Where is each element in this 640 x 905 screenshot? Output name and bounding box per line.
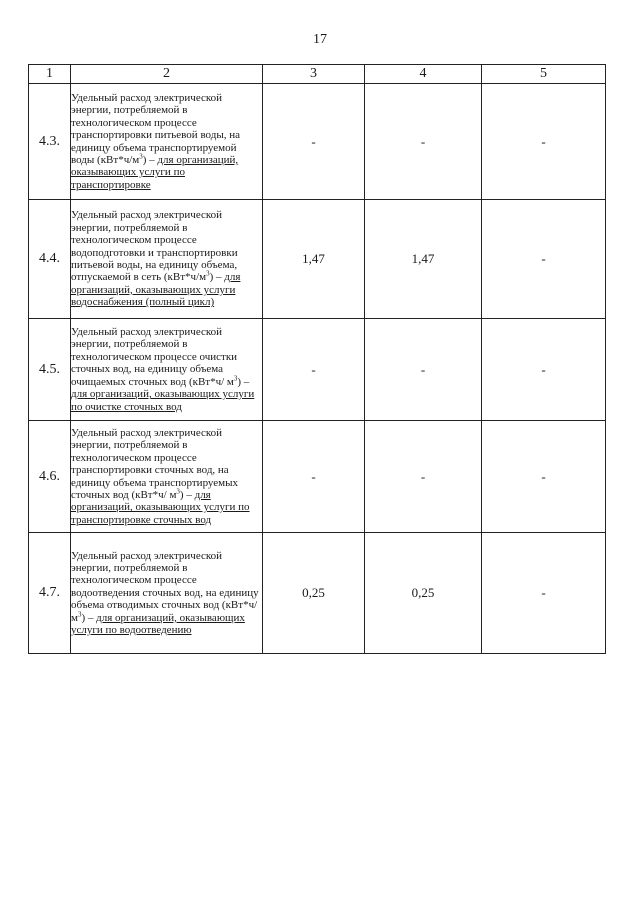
- unit-superscript: 3: [206, 269, 210, 278]
- indicators-table: [28, 64, 606, 654]
- description-text: Удельный расход электрической энергии, потребляемой в технологическом процессе транспортировки сточных вод, на единицу объема транспортируемых сточных вод (кВт*ч/ м: [71, 426, 239, 501]
- header-col-5: 5: [482, 65, 606, 84]
- header-col-3: 3: [263, 65, 365, 84]
- table-row: [29, 84, 606, 200]
- value-col-4: 0,25: [365, 533, 482, 654]
- value-col-3: -: [263, 421, 365, 533]
- header-col-2: 2: [71, 65, 263, 84]
- value-col-4: 1,47: [365, 200, 482, 319]
- row-number: 4.7.: [29, 533, 71, 654]
- unit-superscript: 3: [77, 609, 82, 618]
- value-col-4: -: [365, 84, 482, 200]
- description-text: Удельный расход электрической энергии, потребляемой в технологическом процессе водоотведения сточных вод, на единицу объема отводимых сточных вод (кВт*ч/ м: [71, 549, 259, 624]
- row-description: [71, 421, 263, 533]
- value-col-5: -: [482, 533, 606, 654]
- value-col-3: 0,25: [263, 533, 365, 654]
- description-scope: для организаций, оказывающих услуги по транспортировке: [71, 153, 239, 191]
- table-row: [29, 421, 606, 533]
- row-number: 4.3.: [29, 84, 71, 200]
- unit-superscript: 3: [176, 487, 180, 496]
- row-number: 4.5.: [29, 319, 71, 421]
- description-dash: ) –: [209, 271, 225, 284]
- value-col-3: 1,47: [263, 200, 365, 319]
- description-scope: для организаций, оказывающих услуги по транспортировке сточных вод: [71, 488, 250, 526]
- description-text: Удельный расход электрической энергии, потребляемой в технологическом процессе очистки сточных вод, на единицу объема очищаемых сточных вод (кВт*ч/ м: [71, 326, 238, 388]
- value-col-5: -: [482, 84, 606, 200]
- value-col-5: -: [482, 421, 606, 533]
- row-number: 4.4.: [29, 200, 71, 319]
- unit-superscript: 3: [233, 374, 238, 383]
- header-col-1: 1: [29, 65, 71, 84]
- row-description: [71, 533, 263, 654]
- row-description: [71, 200, 263, 319]
- page-number: 17: [313, 32, 327, 47]
- table-row: [29, 533, 606, 654]
- description-dash: ) –: [179, 488, 195, 501]
- header-col-4: 4: [365, 65, 482, 84]
- value-col-5: -: [482, 319, 606, 421]
- description-scope: для организаций, оказывающих услуги по очистке сточных вод: [71, 388, 255, 413]
- row-number: 4.6.: [29, 421, 71, 533]
- value-col-4: -: [365, 319, 482, 421]
- description-text: Удельный расход электрической энергии, потребляемой в технологическом процессе транспортировки питьевой воды, на единицу объема транспортируемой воды (кВт*ч/м: [71, 91, 240, 166]
- value-col-3: -: [263, 319, 365, 421]
- description-scope: для организаций, оказывающих услуги водоснабжения (полный цикл): [71, 271, 241, 309]
- value-col-5: -: [482, 200, 606, 319]
- row-description: [71, 84, 263, 200]
- value-col-3: -: [263, 84, 365, 200]
- row-description: [71, 319, 263, 421]
- header-row: [29, 65, 606, 84]
- unit-superscript: 3: [139, 152, 143, 161]
- description-dash: ) –: [142, 153, 158, 166]
- description-dash: ) –: [237, 375, 250, 388]
- table-row: [29, 200, 606, 319]
- description-text: Удельный расход электрической энергии, потребляемой в технологическом процессе водоподготовки и транспортировки питьевой воды, на единицу объема, отпускаемой в сеть (кВт*ч/м: [71, 209, 238, 284]
- table-row: [29, 319, 606, 421]
- description-scope: для организаций, оказывающих услуги по водоотведению: [71, 611, 245, 637]
- value-col-4: -: [365, 421, 482, 533]
- description-dash: ) –: [81, 611, 97, 624]
